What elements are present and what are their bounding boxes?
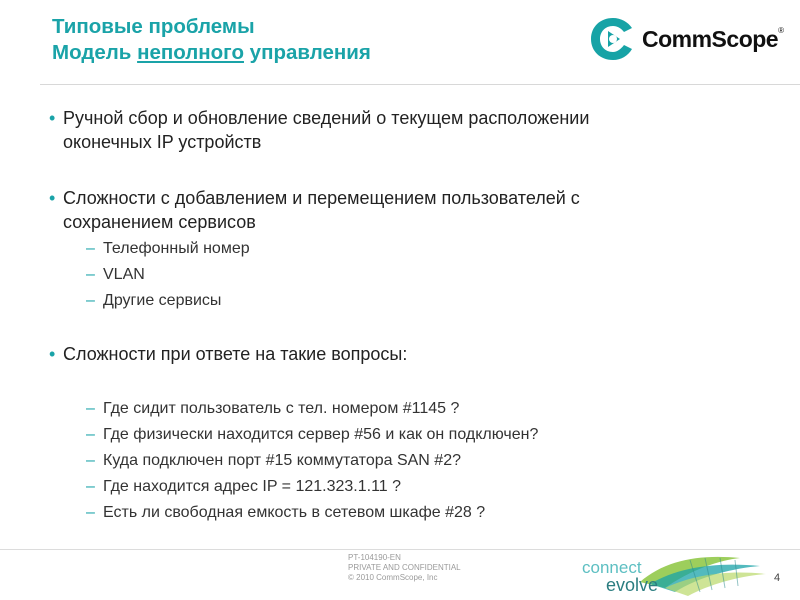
dash-icon: – [86,240,95,257]
dash-icon: – [86,504,95,521]
connect-evolve-logo [570,540,770,600]
footer-doc-id: PT-104190-EN [348,553,401,562]
bullet-item [49,186,753,234]
dash-icon: – [86,426,95,443]
page-number: 4 [774,572,781,584]
dash-icon: – [86,452,95,469]
title-line-1: Типовые проблемы [52,15,255,38]
title-line-2-pre: Модель [52,41,138,64]
title-line-2 [52,40,371,66]
bullet-item [49,342,753,366]
footer-copyright: © 2010 CommScope, Inc [348,573,438,582]
connect-word: connect [582,558,642,577]
dash-icon: – [86,400,95,417]
commscope-mark-icon [588,16,638,62]
bullet-line: оконечных IP устройств [63,132,262,152]
bullet-line: сохранением сервисов [63,212,256,232]
bullet-line: Ручной сбор и обновление сведений о текущем расположении [63,108,590,128]
evolve-word: evolve [606,575,659,595]
bullet-line: Сложности при ответе на такие вопросы: [63,344,408,364]
slide-title [52,14,371,66]
bullet-line: Сложности с добавлением и перемещением пользователей с [63,188,580,208]
bullet-item [49,106,753,154]
dash-icon: – [86,292,95,309]
dash-icon: – [86,266,95,283]
logo-text: CommScope® [642,26,784,52]
bullet-dot-icon: • [49,108,56,128]
footer-confidential: PRIVATE AND CONFIDENTIAL [348,563,461,572]
bullet-dot-icon: • [49,344,56,364]
title-line-2-post: управления [243,41,371,64]
title-line-2-underlined: неполного [137,41,244,64]
footer-legal [348,553,461,583]
dash-icon: – [86,478,95,495]
header-divider [40,84,800,85]
commscope-logo [588,16,788,62]
bullet-dot-icon: • [49,188,56,208]
